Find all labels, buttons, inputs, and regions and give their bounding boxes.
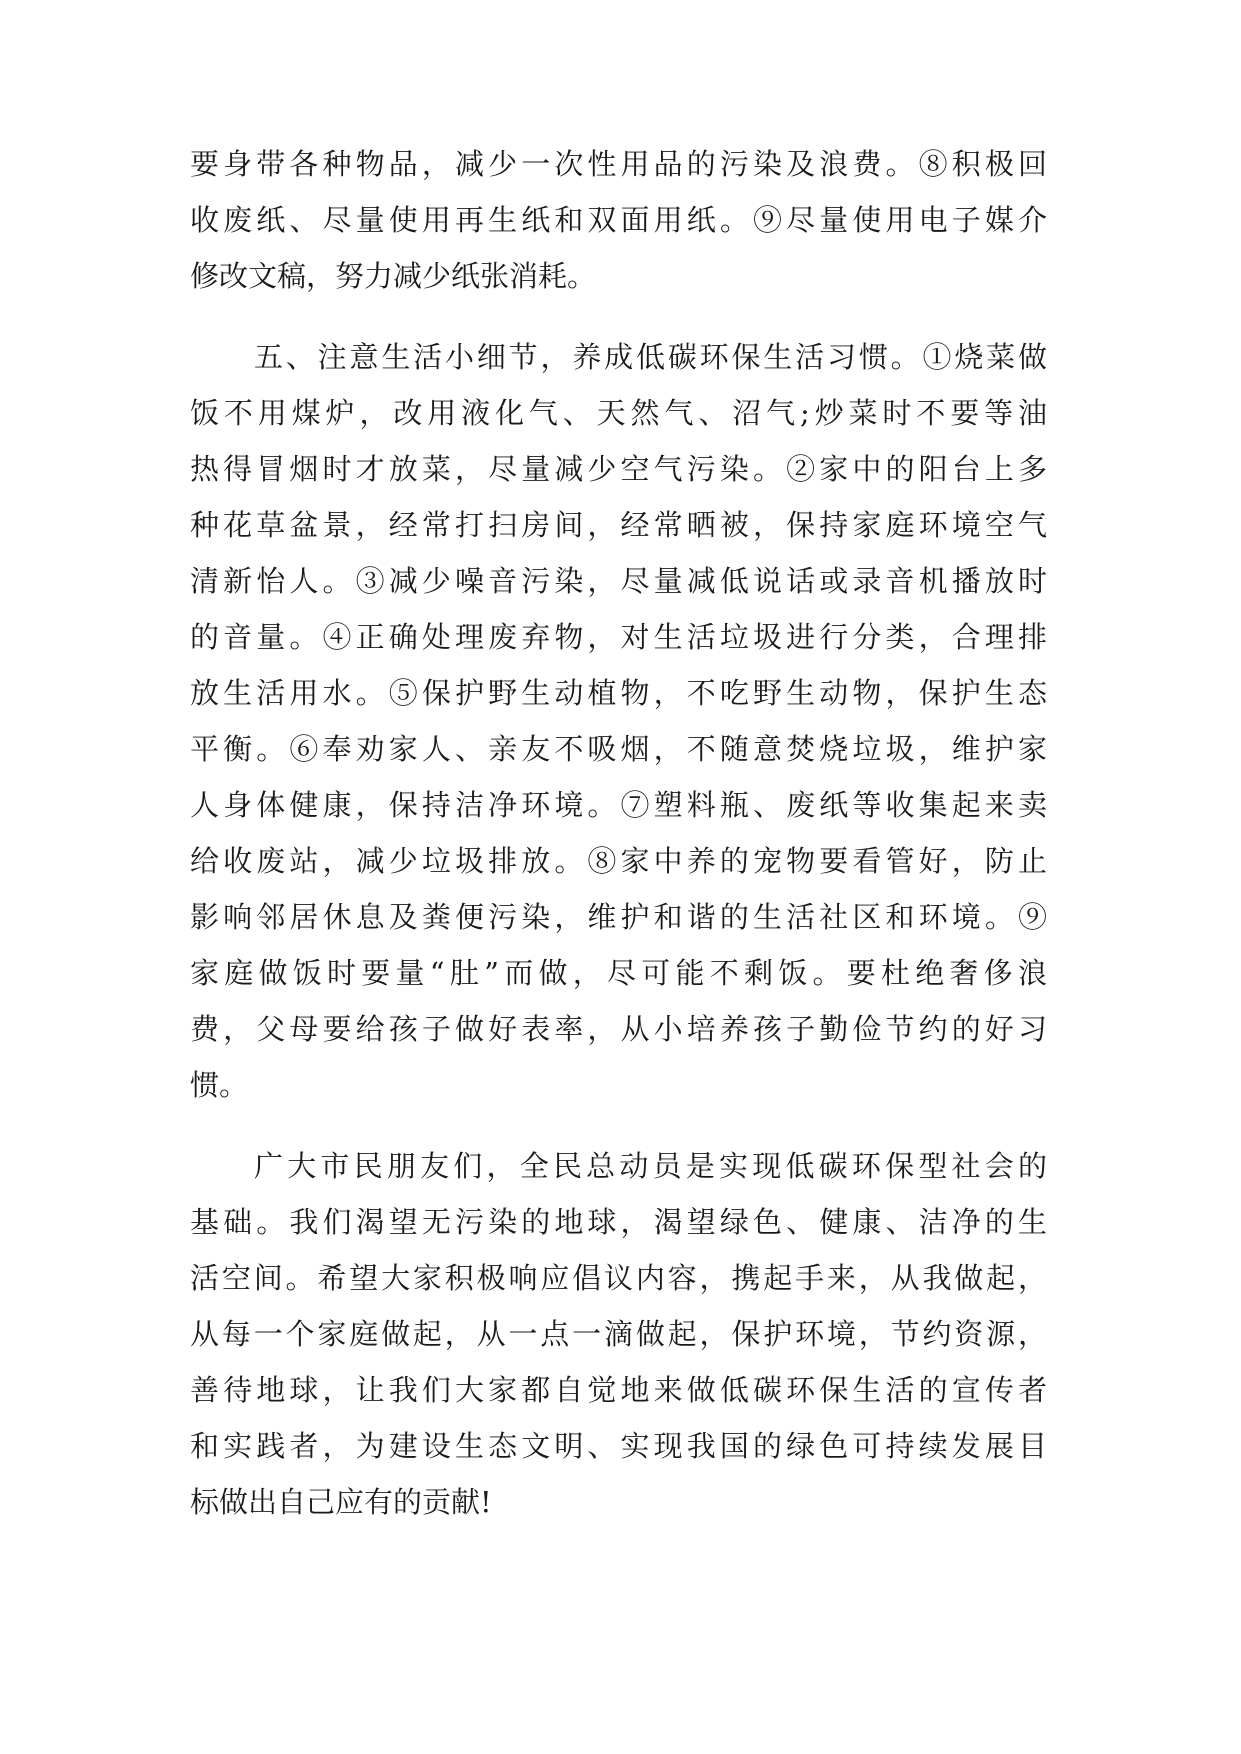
text-line: 给收废站，减少垃圾排放。⑧家中养的宠物要看管好，防止 <box>190 844 1047 878</box>
text-line: 活空间。希望大家积极响应倡议内容，携起手来，从我做起， <box>190 1261 1047 1295</box>
paragraph-first-line: 五、注意生活小细节，养成低碳环保生活习惯。①烧菜做 <box>254 340 1047 374</box>
text-line: 收废纸、尽量使用再生纸和双面用纸。⑨尽量使用电子媒介 <box>190 203 1047 237</box>
text-line: 基础。我们渴望无污染的地球，渴望绿色、健康、洁净的生 <box>190 1205 1047 1239</box>
text-line: 善待地球，让我们大家都自觉地来做低碳环保生活的宣传者 <box>190 1373 1047 1407</box>
text-line: 平衡。⑥奉劝家人、亲友不吸烟，不随意焚烧垃圾，维护家 <box>190 732 1047 766</box>
text-line: 惯。 <box>190 1068 249 1102</box>
text-line: 热得冒烟时才放菜，尽量减少空气污染。②家中的阳台上多 <box>190 452 1047 486</box>
paragraph-first-line: 广大市民朋友们，全民总动员是实现低碳环保型社会的 <box>254 1149 1047 1183</box>
text-line: 放生活用水。⑤保护野生动植物，不吃野生动物，保护生态 <box>190 676 1047 710</box>
text-line: 人身体健康，保持洁净环境。⑦塑料瓶、废纸等收集起来卖 <box>190 788 1047 822</box>
text-line: 的音量。④正确处理废弃物，对生活垃圾进行分类，合理排 <box>190 620 1047 654</box>
text-line: 要身带各种物品，减少一次性用品的污染及浪费。⑧积极回 <box>190 147 1047 181</box>
text-line: 和实践者，为建设生态文明、实现我国的绿色可持续发展目 <box>190 1429 1047 1463</box>
text-line: 饭不用煤炉，改用液化气、天然气、沼气;炒菜时不要等油 <box>190 396 1047 430</box>
text-line: 家庭做饭时要量“肚”而做，尽可能不剩饭。要杜绝奢侈浪 <box>190 956 1047 990</box>
text-line: 从每一个家庭做起，从一点一滴做起，保护环境，节约资源， <box>190 1317 1047 1351</box>
text-line: 修改文稿，努力减少纸张消耗。 <box>190 259 597 293</box>
text-line: 费，父母要给孩子做好表率，从小培养孩子勤俭节约的好习 <box>190 1012 1047 1046</box>
text-line: 清新怡人。③减少噪音污染，尽量减低说话或录音机播放时 <box>190 564 1047 598</box>
text-line: 影响邻居休息及粪便污染，维护和谐的生活社区和环境。⑨ <box>190 900 1047 934</box>
text-line: 标做出自己应有的贡献! <box>190 1485 492 1519</box>
text-line: 种花草盆景，经常打扫房间，经常晒被，保持家庭环境空气 <box>190 508 1047 542</box>
